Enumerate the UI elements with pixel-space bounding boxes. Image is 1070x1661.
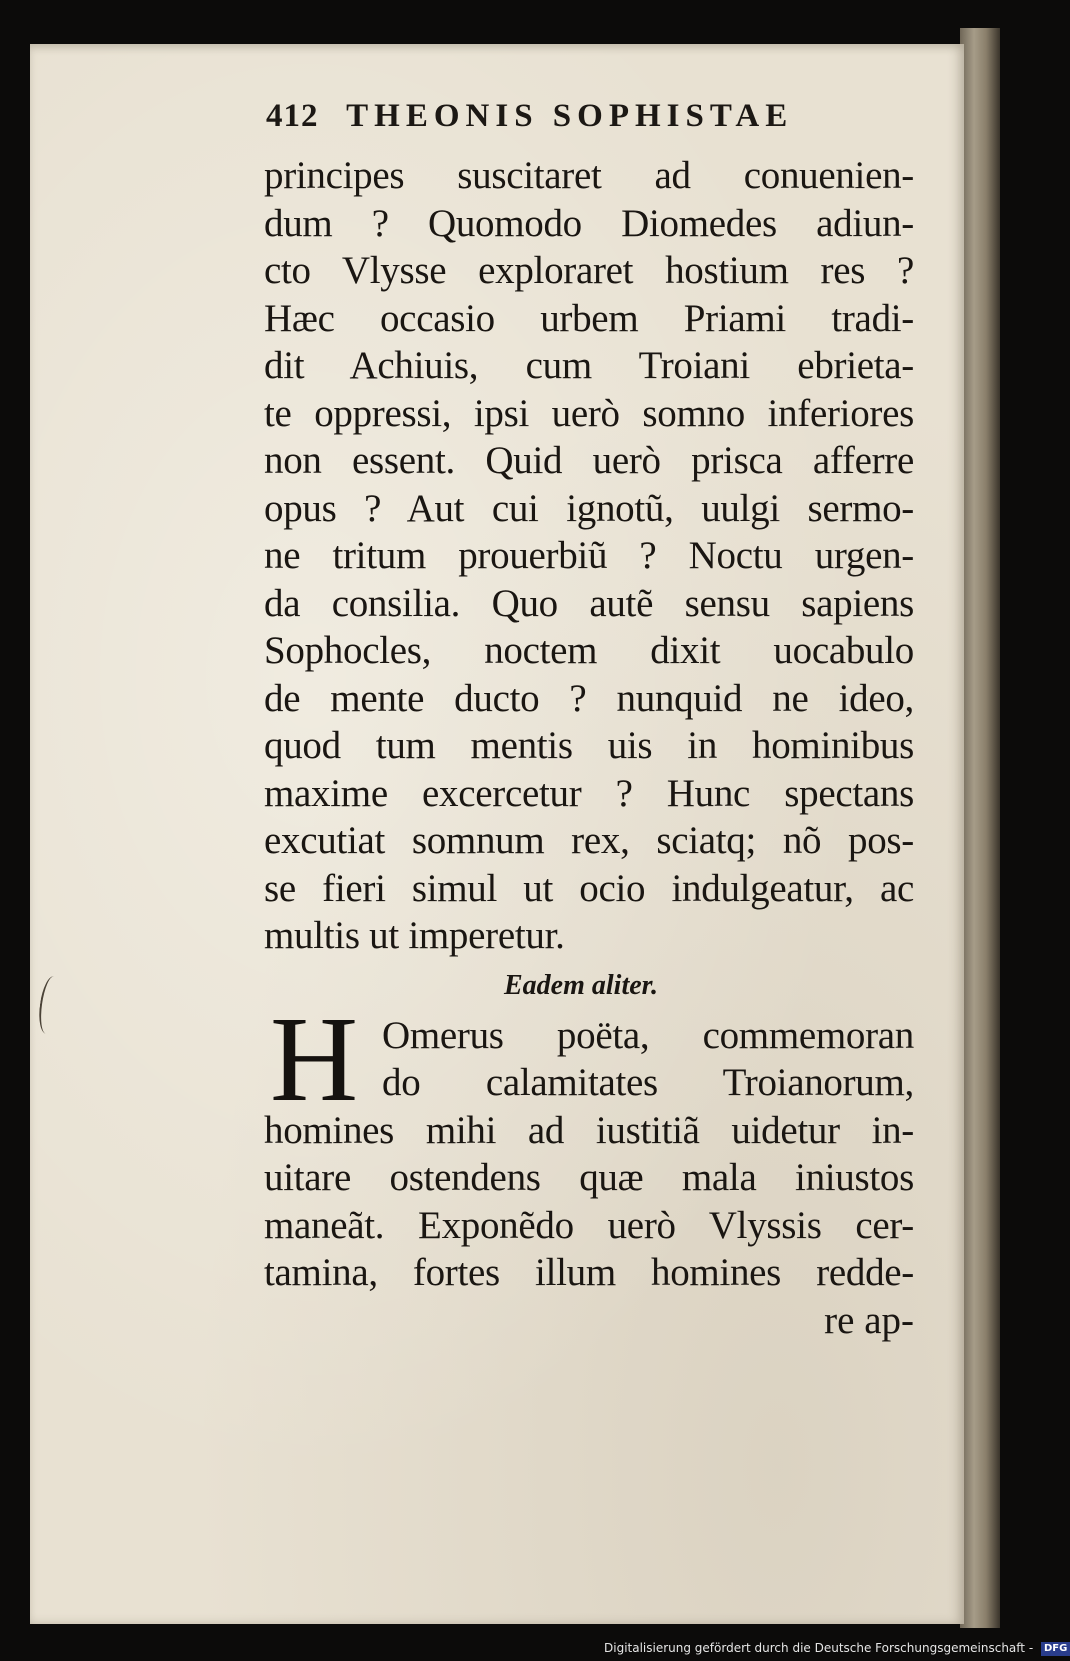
text-line: excutiat somnum rex, sciatq; nõ pos-	[264, 819, 914, 862]
text-line: te oppressi, ipsi uerò somno inferiores	[264, 391, 914, 435]
text-line: tamina, fortes illum homines redde-	[264, 1251, 914, 1294]
text-line: uitare ostendens quæ mala iniustos	[264, 1156, 914, 1199]
text-line: opus ? Aut cui ignotũ, uulgi sermo-	[264, 486, 914, 530]
text-line: Hæc occasio urbem Priami tradi-	[264, 296, 914, 340]
credit-text: Digitalisierung gefördert durch die Deutsche Forschungsgemeinschaft -	[604, 1641, 1034, 1655]
dfg-logo: DFG	[1041, 1642, 1070, 1656]
running-title: THEONIS SOPHISTAE	[346, 98, 794, 134]
text-line: da consilia. Quo autẽ sensu sapiens	[264, 581, 914, 625]
text-line: Sophocles, noctem dixit uocabulo	[264, 629, 914, 672]
dropcap-lines	[382, 1012, 914, 1107]
digitization-credit	[604, 1638, 1070, 1658]
body-text	[264, 152, 914, 1344]
section-subheading: Eadem aliter.	[504, 969, 658, 1001]
text-line: dit Achiuis, cum Troiani ebrieta-	[264, 344, 914, 387]
book-spine-edge	[960, 28, 1000, 1628]
text-line: cto Vlysse exploraret hostium res ?	[264, 249, 914, 292]
text-line: do calamitates Troianorum,	[382, 1061, 914, 1104]
text-line: non essent. Quid uerò prisca afferre	[264, 439, 914, 482]
text-line: dum ? Quomodo Diomedes adiun-	[264, 201, 914, 245]
text-line: principes suscitaret ad conuenien-	[264, 154, 914, 197]
text-line: maneãt. Exponẽdo uerò Vlyssis cer-	[264, 1203, 914, 1247]
text-line: se fieri simul ut ocio indulgeatur, ac	[264, 866, 914, 910]
catchword: re ap-	[824, 1298, 914, 1342]
text-line: quod tum mentis uis in hominibus	[264, 724, 914, 767]
page-number: 412	[266, 98, 319, 134]
text-line: homines mihi ad iustitiã uidetur in-	[264, 1108, 914, 1152]
text-line: ne tritum prouerbiũ ? Noctu urgen-	[264, 534, 914, 577]
text-line: Omerus poëta, commemoran	[382, 1013, 914, 1057]
dropcap-paragraph-start	[264, 991, 914, 1127]
text-line: de mente ducto ? nunquid ne ideo,	[264, 676, 914, 720]
text-line: maxime excercetur ? Hunc spectans	[264, 771, 914, 815]
text-line: multis ut imperetur.	[264, 914, 565, 957]
drop-capital: H	[270, 991, 359, 1127]
running-head	[266, 98, 902, 148]
